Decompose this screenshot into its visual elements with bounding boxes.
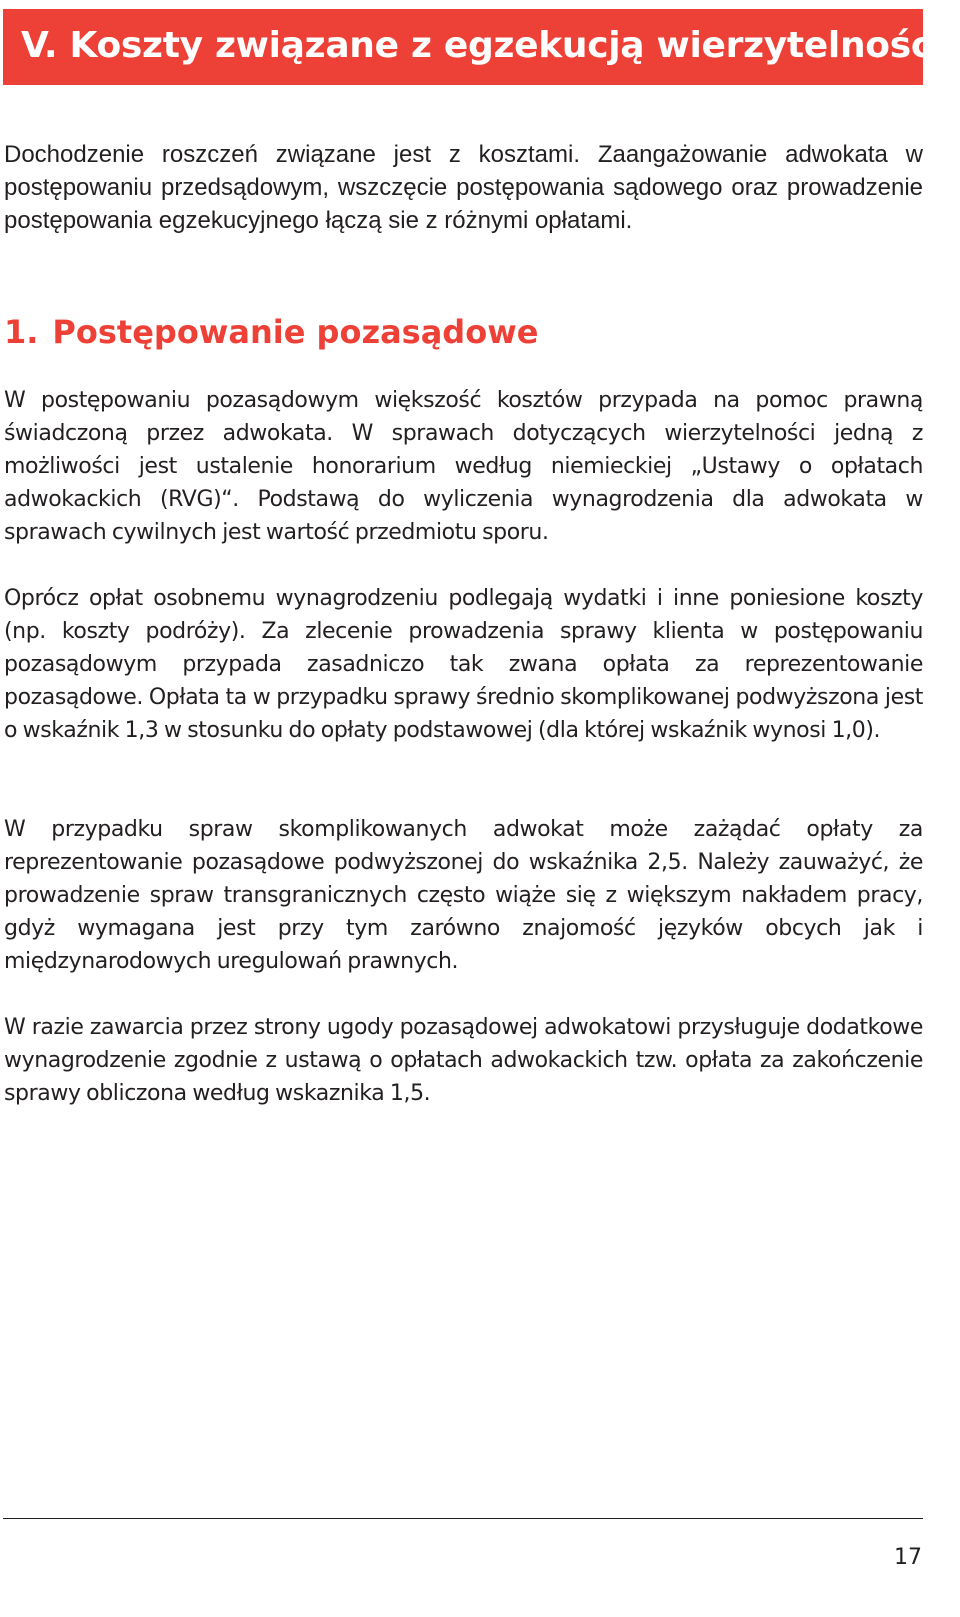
body-paragraph: W razie zawarcia przez strony ugody pozasądowej adwokatowi przysługuje dodatkowe wynagrodzenie zgodnie z ustawą o opłatach adwokackich tzw. opłata za zakończenie sprawy obliczona według wskaznika 1,5.	[4, 1015, 923, 1106]
body-paragraph: Oprócz opłat osobnemu wynagrodzeniu podlegają wydatki i inne poniesione koszty (np. koszty podróży). Za zlecenie prowadzenia sprawy klienta w postępowaniu pozasądowym przypada zasadniczo tak zwana opłata za reprezentowanie pozasądowe. Opłata ta w przypadku sprawy średnio skomplikowanej podwyższona jest o wskaźnik 1,3 w stosunku do opłaty podstawowej (dla której wskaźnik wynosi 1,0).	[4, 586, 923, 743]
section-heading	[4, 310, 538, 354]
section-number: 1.	[4, 313, 39, 351]
chapter-title: V. Koszty związane z egzekucją wierzytelności	[21, 25, 944, 66]
chapter-title-bar	[3, 9, 944, 85]
page-number: 17	[894, 1545, 922, 1570]
intro-paragraph: Dochodzenie roszczeń związane jest z kosztami. Zaangażowanie adwokata w postępowaniu przedsądowym, wszczęcie postępowania sądowego oraz prowadzenie postępowania egzekucyjnego łączą sie z różnymi opłatami.	[4, 141, 923, 234]
body-paragraph: W postępowaniu pozasądowym większość kosztów przypada na pomoc prawną świadczoną przez adwokata. W sprawach dotyczących wierzytelności jedną z możliwości jest ustalenie honorarium według niemieckiej „Ustawy o opłatach adwokackich (RVG)“. Podstawą do wyliczenia wynagrodzenia dla adwokata w sprawach cywilnych jest wartość przedmiotu sporu.	[4, 388, 923, 545]
section-title: Postępowanie pozasądowe	[52, 313, 539, 351]
footer-divider	[3, 1518, 923, 1519]
body-paragraph: W przypadku spraw skomplikowanych adwokat może zażądać opłaty za reprezentowanie pozasądowe podwyższonej do wskaźnika 2,5. Należy zauważyć, że prowadzenie spraw transgranicznych często wiąże się z większym nakładem pracy, gdyż wymagana jest przy tym zarówno znajomość języków obcych jak i międzynarodowych uregulowań prawnych.	[4, 817, 923, 974]
